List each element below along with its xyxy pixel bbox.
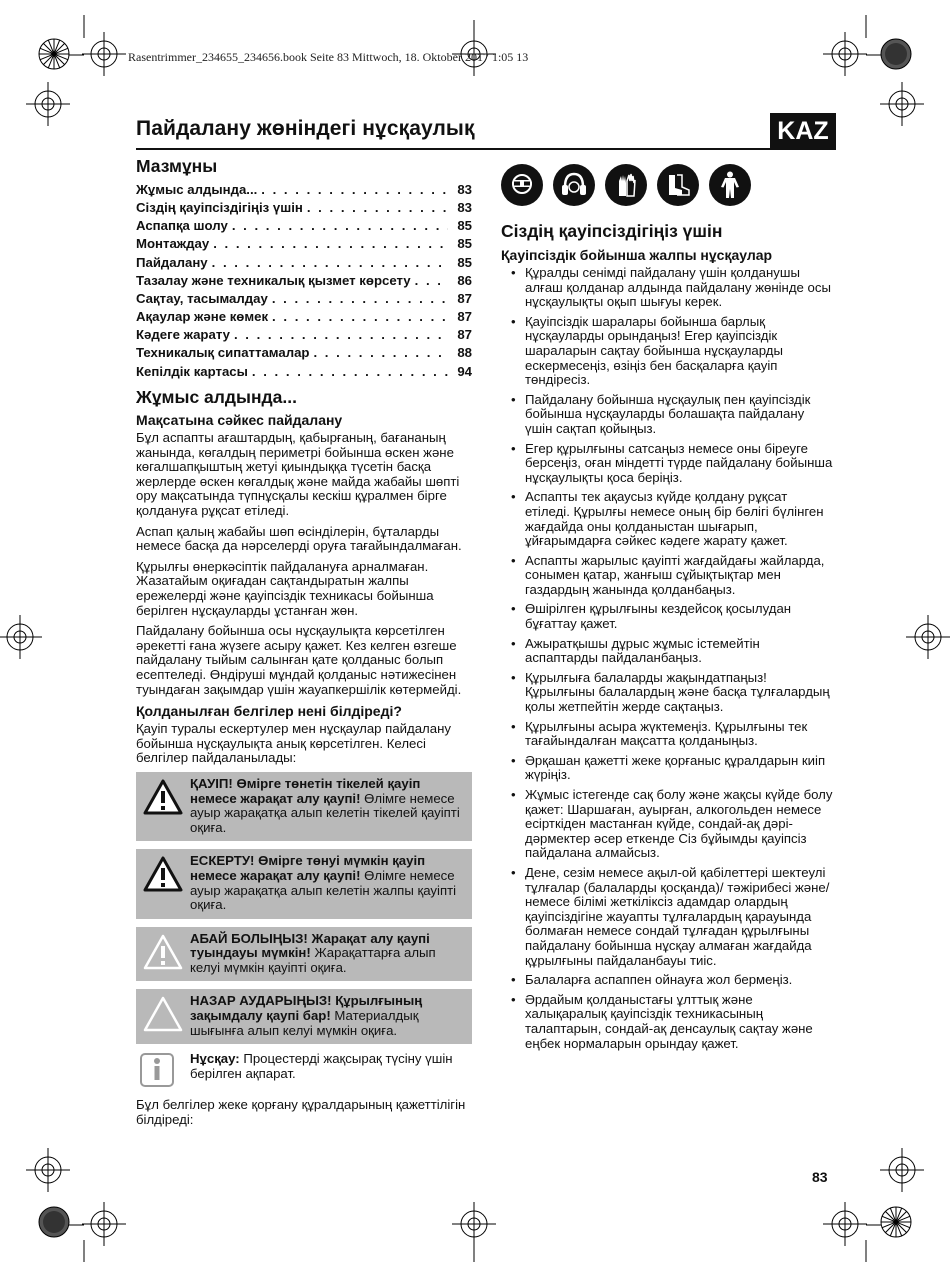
toc-item-label: Сіздің қауіпсіздігіңіз үшін — [136, 199, 303, 215]
toc-item-label: Кепілдік картасы — [136, 363, 248, 379]
toc-heading: Мазмұны — [136, 156, 218, 176]
safety-list — [501, 266, 835, 1051]
toc-item-page: 83 — [457, 199, 472, 215]
list-item: • Аспапты тек ақаусыз күйде қолдану рұқсат етіледі. Құрылғы немесе оның бір бөлігі бүлінген жағдайда оны қолданыстан шығарып, ұйғарымдарға сәйкес кәдеге жарату қажет. — [501, 490, 835, 548]
note-label: Нұсқау: — [190, 1051, 240, 1067]
list-item: • Балаларға аспаппен ойнауға жол бермеңіз. — [501, 973, 835, 988]
toc-item-page: 85 — [457, 218, 472, 234]
list-item: • Аспапты жарылыс қауіпті жағдайдағы жайларда, сонымен қатар, жанғыш сұйықтықтар мен газдардың жанында қолданбаңыз. — [501, 554, 835, 598]
ppe-intro: Бұл белгілер жеке қорғану құралдарының қажеттілігін білдіреді: — [136, 1097, 466, 1127]
toc-item-label: Пайдалану — [136, 254, 208, 270]
toc-item-label: Сақтау, тасымалдау — [136, 290, 268, 306]
section-heading-before-work: Жұмыс алдында... — [136, 387, 297, 408]
list-item: • Дене, сезім немесе ақыл-ой қабілеттері шектеулі тұлғалар (балаларды қосқанда)/ тәжірибесі және/немесе білімі жеткіліксіз адамдар олардың қауіпсіздігіне жауапты тұлғалардың қарауында болмаған немесе сондай тұлғадан құрылғыны пайдалану бойынша нұсқау алмаған жағдайда құрылғыны пайдаланбауы тиіс. — [501, 866, 835, 968]
toc-item-page: 87 — [457, 309, 472, 325]
section-heading-safety: Сіздің қауіпсіздігіңіз үшін — [501, 221, 723, 241]
print-job-line: Rasentrimmer_234655_234656.book Seite 83 Mittwoch, 18. Oktober 2017 1:05 13 — [128, 50, 529, 64]
toc-item-label: Монтаждау — [136, 236, 210, 252]
toc-item-label: Тазалау және техникалық қызмет көрсету — [136, 272, 411, 288]
list-item: • Жұмыс істегенде сақ болу және жақсы күйде болу қажет: Шаршаған, ауырған, алкогольден немесе есірткіден мастанған күйде, сондай-ақ дәрі-дәрмектер әсер еткенде Сіз бұйымды қауіпсіз пайдалана алмайсыз. — [501, 788, 835, 861]
toc-item[interactable] — [136, 290, 472, 308]
info-icon — [136, 1052, 178, 1088]
caution-triangle-icon — [142, 932, 184, 976]
list-item: • Құрылғыға балаларды жақындатпаңыз! Құрылғыны балалардың және басқа тұлғалардың қолы жетпейтін жерде сақтаңыз. — [501, 671, 835, 715]
list-item: • Қауіпсіздік шаралары бойынша барлық нұсқауларды орындаңыз! Егер қауіпсіздік шараларын сақтау бойынша нұсқауларды ескермесеңіз, өзіңіз бен басқаларға қауіп төндіресіз. — [501, 315, 835, 388]
paragraph: Құрылғы өнеркәсіптік пайдалануға арналмаған. Жазатайым оқиғадан сақтандыратын жалпы ережелерді және қауіпсіздік техникасы бойынша берілген нұсқауларды ұстанған жөн. — [136, 558, 434, 618]
toc-item-page: 87 — [457, 327, 472, 343]
caution-notice — [136, 927, 472, 982]
list-item: • Өшірілген құрылғыны кездейсоқ қосылудан бұғаттау қажет. — [501, 602, 835, 631]
list-item: • Егер құрылғыны сатсаңыз немесе оны біреуге берсеңіз, оған міндетті түрде пайдалану бойынша нұсқаулықты қоса беріңіз. — [501, 442, 835, 486]
notice-title: АБАЙ БОЛЫҢЫЗ! Жарақат алу қаупі туындауы мүмкін! — [190, 930, 430, 961]
attention-triangle-icon — [142, 994, 184, 1038]
warning-triangle-icon — [142, 854, 184, 912]
list-item: • Пайдалану бойынша нұсқаулық пен қауіпсіздік бойынша нұсқауларды болашақта пайдалану үшін сақтап қойыңыз. — [501, 393, 835, 437]
protective-clothing-icon — [709, 164, 751, 206]
notice-text: Өлімге немесе ауыр жарақатқа алып келетін тікелей қауіпті оқиға. — [190, 790, 460, 835]
notice-text: Жарақаттарға алып келуі мүмкін қауіпті оқиға. — [190, 945, 436, 975]
symbols-intro: Қауіп туралы ескертулер мен нұсқаулар пайдалану бойынша нұсқаулықта анық көрсетілген. Келесі белгілер пайдаланылады: — [136, 721, 451, 766]
toc-item[interactable] — [136, 363, 472, 381]
ear-protection-icon — [553, 164, 595, 206]
page-title: Пайдалану жөніндегі нұсқаулық — [136, 117, 475, 140]
paragraph: Аспап қалың жабайы шөп өсінділерін, бұталарды немесе басқа да нәрселерді оруға тағайындалмаған. — [136, 523, 462, 554]
toc-item-label: Жұмыс алдында... — [136, 181, 258, 197]
danger-notice — [136, 772, 472, 841]
toc-item-page: 87 — [457, 290, 472, 306]
list-item: • Құралды сенімді пайдалану үшін қолданушы алғаш қолданар алдында пайдалану жөнінде осы нұсқаулықты оқып шығуы керек. — [501, 266, 835, 310]
list-item: • Ажыратқышы дұрыс жұмыс істемейтін аспаптарды пайдаланбаңыз. — [501, 637, 835, 666]
boots-icon — [657, 164, 699, 206]
toc-item[interactable] — [136, 217, 472, 235]
subheading-symbols: Қолданылған белгілер нені білдіреді? — [136, 703, 402, 720]
note-text: Процестерді жақсырақ түсіну үшін берілген ақпарат. — [190, 1051, 453, 1081]
notice-text: Материалдық шығынға алып келуі мүмкін оқиға. — [190, 1008, 419, 1038]
toc-item-page: 88 — [457, 345, 472, 361]
gloves-icon — [605, 164, 647, 206]
list-item: • Әрдайым қолданыстағы ұлттық және халықаралық қауіпсіздік техникасының талаптарын, сондай-ақ денсаулық сақтау және еңбек нормаларын орындау қажет. — [501, 993, 835, 1051]
ppe-icon-row — [501, 164, 835, 206]
notice-title: ЕСКЕРТУ! Өмірге төнуі мүмкін қауіп немесе жарақат алу қаупі! — [190, 853, 426, 883]
toc-item[interactable] — [136, 327, 472, 345]
toc-item-page: 85 — [457, 236, 472, 252]
toc-item-label: Ақаулар және көмек — [136, 309, 269, 325]
toc-item-label: Кәдеге жарату — [136, 327, 230, 343]
safety-goggles-icon — [501, 164, 543, 206]
subheading-intended-use: Мақсатына сәйкес пайдалану — [136, 412, 343, 429]
toc-item-page: 94 — [457, 363, 472, 379]
toc-item[interactable] — [136, 199, 472, 217]
warning-notice — [136, 849, 472, 918]
paragraph: Бұл аспапты ағаштардың, қабырғаның, бағананың жанында, көгалдың периметрі бойынша өскен және көгалшапқыштың жетуі қиындыққа түсетін басқа жерлерде өскен көгалдық және майда жабайы шөпті ору мақсатында түпнұсқалы кескіш құралмен бірге қолдануға рұқсат етіледі. — [136, 430, 460, 519]
list-item: • Әрқашан қажетті жеке қорғаныс құралдарын киіп жүріңіз. — [501, 754, 835, 783]
warning-triangle-icon — [142, 777, 184, 835]
notice-text: Өлімге немесе ауыр жарақатқа алып келетін жалпы қауіпті оқиға. — [190, 867, 457, 913]
language-badge: KAZ — [770, 113, 836, 150]
toc-item-label: Аспапқа шолу — [136, 218, 228, 234]
toc-item-page: 85 — [457, 254, 472, 270]
paragraph: Пайдалану бойынша осы нұсқаулықта көрсетілген әрекетті ғана жүзеге асыру қажет. Кез келген өзгеше пайдалану тыйым салынған қате қолданыс болып есептеледі. Өндіруші мұндай қолданыс нәтижесінен туындаған зақымдар үшін жауапкершілік көтермейді. — [136, 623, 462, 697]
title-rule — [136, 148, 836, 150]
toc-item-page: 83 — [457, 181, 472, 197]
toc-item[interactable] — [136, 272, 472, 290]
page-number: 83 — [812, 1169, 828, 1185]
toc-item[interactable] — [136, 181, 472, 199]
table-of-contents — [136, 181, 472, 381]
toc-item[interactable] — [136, 345, 472, 363]
toc-item[interactable] — [136, 308, 472, 326]
attention-notice — [136, 989, 472, 1044]
right-column — [501, 158, 835, 1056]
toc-item[interactable] — [136, 236, 472, 254]
list-item: • Құрылғыны асыра жүктемеңіз. Құрылғыны тек тағайындалған мақсатта қолданыңыз. — [501, 720, 835, 749]
notice-title: ҚАУІП! Өмірге төнетін тікелей қауіп немесе жарақат алу қаупі! — [190, 775, 421, 806]
subheading-general-safety: Қауіпсіздік бойынша жалпы нұсқаулар — [501, 247, 773, 263]
toc-item-label: Техникалық сипаттамалар — [136, 345, 310, 361]
toc-item-page: 86 — [457, 272, 472, 288]
left-column — [136, 156, 472, 1133]
notice-title: НАЗАР АУДАРЫҢЫЗ! Құрылғының зақымдалу қаупі бар! — [190, 993, 423, 1024]
toc-item[interactable] — [136, 254, 472, 272]
info-note — [136, 1052, 472, 1088]
